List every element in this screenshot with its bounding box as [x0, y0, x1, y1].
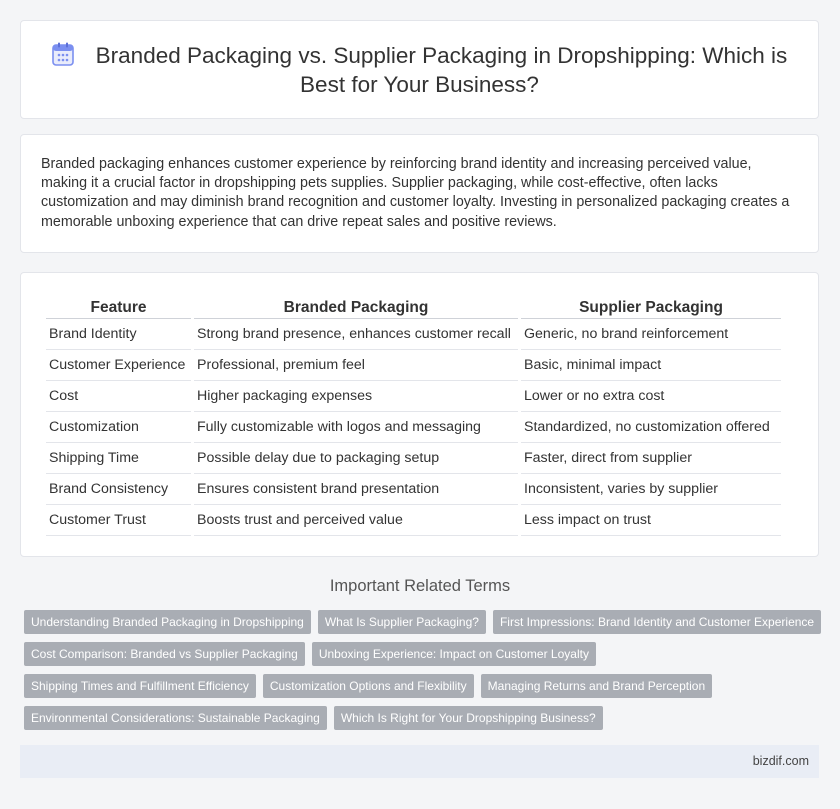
table-cell-feature: Customer Trust [46, 505, 191, 536]
table-cell-supplier: Lower or no extra cost [521, 381, 781, 412]
table-cell-supplier: Faster, direct from supplier [521, 443, 781, 474]
table-cell-feature: Customer Experience [46, 350, 191, 381]
table-cell-branded: Higher packaging expenses [194, 381, 518, 412]
tag-row [24, 610, 824, 634]
table-cell-branded: Boosts trust and perceived value [194, 505, 518, 536]
tag-link[interactable]: What Is Supplier Packaging? [318, 610, 486, 634]
table-cell-supplier: Standardized, no customization offered [521, 412, 781, 443]
footer-site-link[interactable]: bizdif.com [752, 754, 809, 768]
table-cell-feature: Cost [46, 381, 191, 412]
comparison-table-card [20, 272, 819, 557]
table-cell-supplier: Generic, no brand reinforcement [521, 319, 781, 350]
table-row [46, 319, 781, 350]
tag-link[interactable]: Which Is Right for Your Dropshipping Business? [334, 706, 603, 730]
tag-link[interactable]: First Impressions: Brand Identity and Customer Experience [493, 610, 821, 634]
related-terms-tags [24, 610, 824, 738]
footer [20, 745, 819, 778]
header-card [20, 20, 819, 119]
tag-link[interactable]: Shipping Times and Fulfillment Efficiency [24, 674, 256, 698]
table-header-feature: Feature [46, 295, 191, 319]
table-cell-branded: Fully customizable with logos and messaging [194, 412, 518, 443]
intro-text: Branded packaging enhances customer experience by reinforcing brand identity and increasing perceived value, making it a crucial factor in dropshipping pets supplies. Supplier packaging, while cost-effective, often lacks customization and may diminish brand recognition and customer loyalty. Investing in personalized packaging creates a memorable unboxing experience that can drive repeat sales and positive reviews. [41, 156, 790, 230]
table-cell-feature: Brand Consistency [46, 474, 191, 505]
table-header-row [46, 295, 781, 319]
table-row [46, 350, 781, 381]
table-row [46, 443, 781, 474]
table-row [46, 412, 781, 443]
comparison-table [43, 295, 784, 536]
tag-link[interactable]: Understanding Branded Packaging in Dropshipping [24, 610, 311, 634]
table-cell-feature: Customization [46, 412, 191, 443]
table-row [46, 474, 781, 505]
tag-link[interactable]: Unboxing Experience: Impact on Customer Loyalty [312, 642, 596, 666]
table-cell-branded: Professional, premium feel [194, 350, 518, 381]
tag-row [24, 642, 824, 666]
table-header-supplier: Supplier Packaging [521, 295, 781, 319]
table-cell-branded: Ensures consistent brand presentation [194, 474, 518, 505]
table-cell-branded: Strong brand presence, enhances customer recall [194, 319, 518, 350]
page-title-text: Branded Packaging vs. Supplier Packaging in Dropshipping: Which is Best for Your Business? [95, 42, 788, 97]
calendar-icon [52, 42, 74, 66]
tag-link[interactable]: Cost Comparison: Branded vs Supplier Packaging [24, 642, 305, 666]
table-cell-supplier: Inconsistent, varies by supplier [521, 474, 781, 505]
table-cell-feature: Shipping Time [46, 443, 191, 474]
page-title [51, 41, 788, 99]
table-cell-supplier: Basic, minimal impact [521, 350, 781, 381]
table-cell-supplier: Less impact on trust [521, 505, 781, 536]
table-cell-branded: Possible delay due to packaging setup [194, 443, 518, 474]
intro-card [20, 134, 819, 253]
tag-link[interactable]: Customization Options and Flexibility [263, 674, 474, 698]
table-row [46, 381, 781, 412]
table-cell-feature: Brand Identity [46, 319, 191, 350]
related-terms-title: Important Related Terms [329, 577, 511, 595]
table-row [46, 505, 781, 536]
tag-row [24, 706, 824, 730]
table-header-branded: Branded Packaging [194, 295, 518, 319]
tag-link[interactable]: Managing Returns and Brand Perception [481, 674, 712, 698]
tag-row [24, 674, 824, 698]
tag-link[interactable]: Environmental Considerations: Sustainable Packaging [24, 706, 327, 730]
